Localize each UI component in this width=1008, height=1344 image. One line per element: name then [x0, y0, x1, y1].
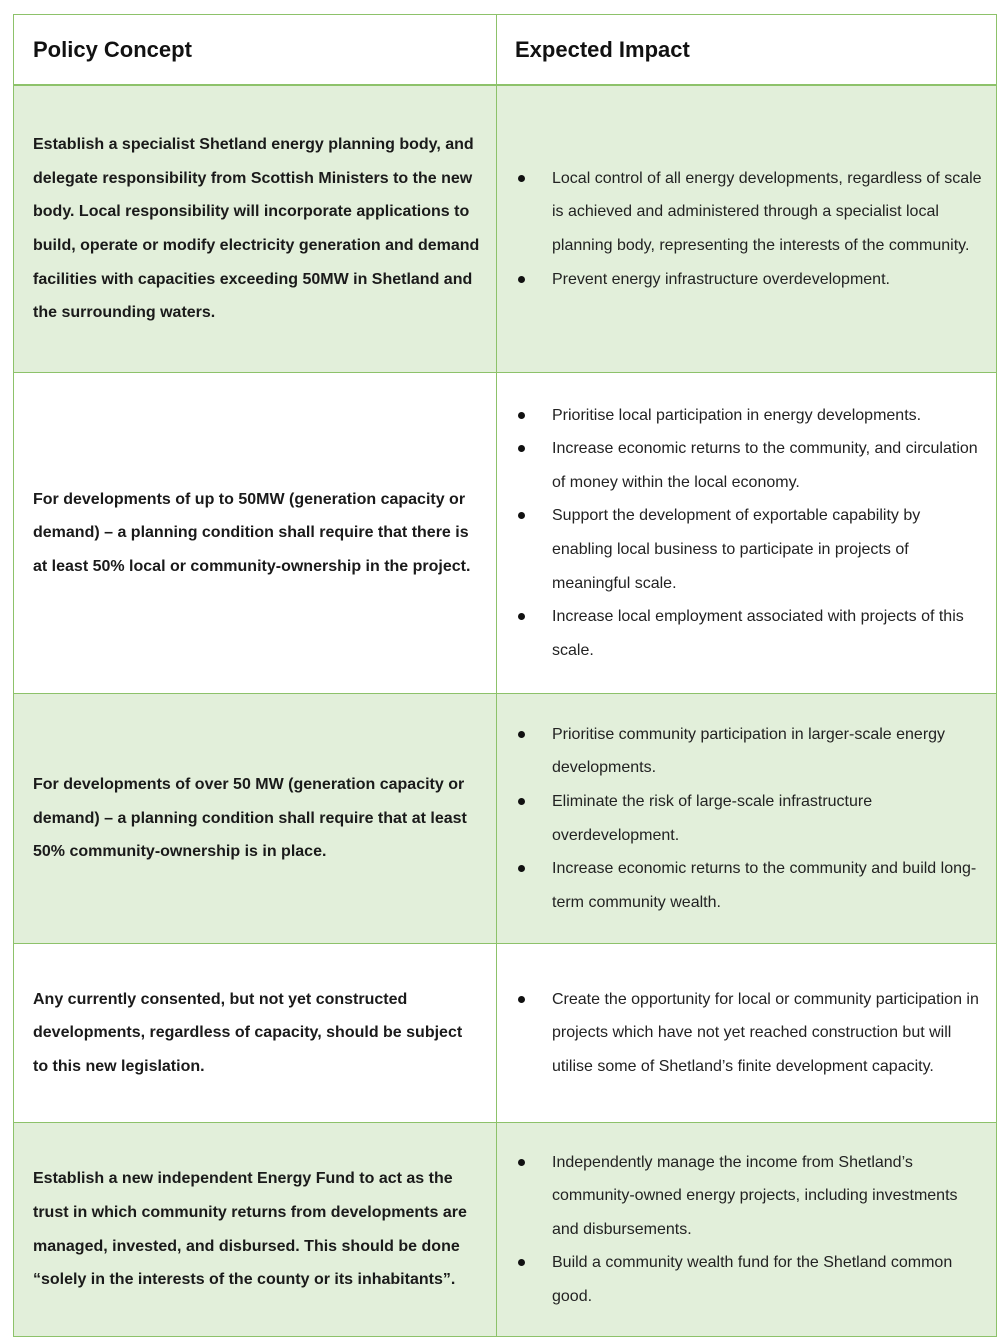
- impact-text: Create the opportunity for local or community participation in projects which have not yet reached construction but will utilise some of Shetland’s finite development capacity.: [552, 990, 979, 1075]
- policy-concept-cell: [14, 86, 497, 372]
- expected-impact-cell: [497, 1123, 996, 1336]
- impact-list-item: [515, 600, 982, 667]
- policy-concept-cell: [14, 694, 497, 943]
- table-row: [14, 693, 996, 943]
- expected-impact-cell: [497, 944, 996, 1122]
- impact-list: [515, 983, 982, 1084]
- policy-table: [13, 14, 997, 1337]
- impact-text: Prevent energy infrastructure overdevelopment.: [552, 270, 890, 288]
- impact-list-item: [515, 1246, 982, 1313]
- policy-concept-cell: [14, 373, 497, 693]
- impact-text: Independently manage the income from Shetland’s community-owned energy projects, including investments and disbursements.: [552, 1153, 958, 1238]
- impact-list-item: [515, 785, 982, 852]
- header-expected-impact: Expected Impact: [515, 36, 690, 62]
- table-row: [14, 86, 996, 372]
- policy-concept-text: For developments of over 50 MW (generation capacity or demand) – a planning condition shall require that at least 50% community-ownership is in place.: [33, 776, 467, 861]
- bullet-icon: [518, 1259, 525, 1266]
- policy-concept-text: Any currently consented, but not yet constructed developments, regardless of capacity, should be subject to this new legislation.: [33, 990, 463, 1075]
- policy-concept-text: Establish a specialist Shetland energy planning body, and delegate responsibility from Scottish Ministers to the new body. Local responsibility will incorporate applications to build, operate or modify electricity generation and demand facilities with capacities exceeding 50MW in Shetland and the surrounding waters.: [33, 136, 480, 322]
- impact-list-item: [515, 1146, 982, 1247]
- impact-text: Local control of all energy developments, regardless of scale is achieved and administered through a specialist local planning body, representing the interests of the community.: [552, 169, 982, 254]
- bullet-icon: [518, 445, 525, 452]
- header-policy-concept: Policy Concept: [14, 15, 497, 84]
- bullet-icon: [518, 798, 525, 805]
- impact-list-item: [515, 432, 982, 499]
- policy-concept-cell: [14, 1123, 497, 1336]
- expected-impact-cell: [497, 86, 996, 372]
- impact-text: Build a community wealth fund for the Shetland common good.: [552, 1254, 953, 1305]
- impact-text: Prioritise community participation in larger-scale energy developments.: [552, 725, 946, 777]
- impact-list-item: [515, 399, 982, 433]
- bullet-icon: [518, 865, 525, 872]
- table-row: [14, 372, 996, 693]
- bullet-icon: [518, 276, 525, 283]
- impact-list: [515, 162, 982, 296]
- impact-text: Support the development of exportable capability by enabling local business to participate in projects of meaningful scale.: [552, 507, 921, 592]
- impact-list-item: [515, 162, 982, 263]
- impact-list-item: [515, 983, 982, 1084]
- expected-impact-cell: [497, 694, 996, 943]
- table-row: [14, 1122, 996, 1336]
- bullet-icon: [518, 731, 525, 738]
- bullet-icon: [518, 613, 525, 620]
- table-header-row: [14, 15, 996, 86]
- impact-text: Increase local employment associated with projects of this scale.: [552, 608, 964, 659]
- impact-list-item: [515, 263, 982, 297]
- expected-impact-cell: [497, 373, 996, 693]
- policy-concept-text: Establish a new independent Energy Fund to act as the trust in which community returns from developments are managed, invested, and disbursed. This should be done “solely in the interests of the county or its inhabitants”.: [33, 1170, 467, 1289]
- bullet-icon: [518, 175, 525, 182]
- bullet-icon: [518, 512, 525, 519]
- impact-list: [515, 399, 982, 668]
- impact-text: Increase economic returns to the community, and circulation of money within the local economy.: [552, 440, 978, 491]
- impact-text: Increase economic returns to the community and build long-term community wealth.: [552, 860, 977, 911]
- impact-list-item: [515, 718, 982, 785]
- impact-text: Eliminate the risk of large-scale infrastructure overdevelopment.: [552, 792, 873, 844]
- impact-list: [515, 718, 982, 920]
- impact-list-item: [515, 499, 982, 600]
- policy-concept-cell: [14, 944, 497, 1122]
- bullet-icon: [518, 412, 525, 419]
- table-row: [14, 943, 996, 1122]
- bullet-icon: [518, 996, 525, 1003]
- impact-list-item: [515, 852, 982, 919]
- impact-list: [515, 1146, 982, 1314]
- bullet-icon: [518, 1159, 525, 1166]
- impact-text: Prioritise local participation in energy developments.: [552, 406, 922, 424]
- policy-concept-text: For developments of up to 50MW (generation capacity or demand) – a planning condition shall require that there is at least 50% local or community-ownership in the project.: [33, 490, 471, 575]
